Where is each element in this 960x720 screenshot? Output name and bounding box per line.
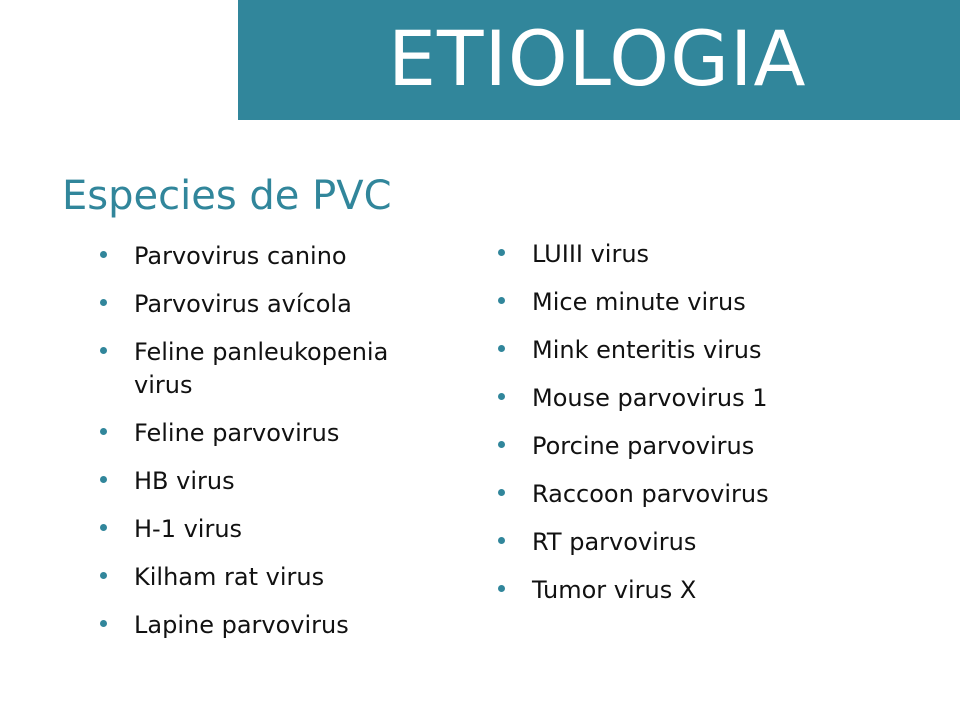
bullet-icon <box>498 393 505 400</box>
list-item <box>100 240 430 273</box>
list-item-label: Feline parvovirus <box>134 419 340 447</box>
list-item <box>498 526 898 559</box>
bullet-icon <box>498 489 505 496</box>
bullet-icon <box>498 249 505 256</box>
bullet-icon <box>498 297 505 304</box>
list-item <box>100 336 430 402</box>
list-item <box>498 430 898 463</box>
bullet-icon <box>100 299 107 306</box>
bullet-icon <box>100 251 107 258</box>
list-item-label: Kilham rat virus <box>134 563 325 591</box>
list-item-label: Raccoon parvovirus <box>532 480 769 508</box>
bullet-icon <box>100 572 107 579</box>
list-item <box>100 465 430 498</box>
list-item <box>100 609 430 642</box>
list-item <box>498 238 898 271</box>
list-item-label: Porcine parvovirus <box>532 432 755 460</box>
list-item <box>100 417 430 450</box>
list-item-label: H-1 virus <box>134 515 243 543</box>
list-item-label: Parvovirus avícola <box>134 290 352 318</box>
list-item <box>100 288 430 321</box>
page-title: ETIOLOGIA <box>388 14 807 103</box>
list-item <box>498 334 898 367</box>
list-item <box>100 561 430 594</box>
bullet-icon <box>498 585 505 592</box>
list-item <box>498 478 898 511</box>
bullet-icon <box>100 620 107 627</box>
list-item <box>498 574 898 607</box>
list-item <box>498 286 898 319</box>
list-item-label: Lapine parvovirus <box>134 611 349 639</box>
bullet-icon <box>498 345 505 352</box>
list-item <box>498 382 898 415</box>
list-item-label: LUIII virus <box>532 240 650 268</box>
list-item-label: Mink enteritis virus <box>532 336 762 364</box>
bullet-icon <box>498 441 505 448</box>
virus-list-left <box>100 240 430 657</box>
bullet-icon <box>498 537 505 544</box>
bullet-icon <box>100 476 107 483</box>
section-subtitle: Especies de PVC <box>62 173 392 219</box>
list-item-label: Parvovirus canino <box>134 242 347 270</box>
list-item-label: HB virus <box>134 467 235 495</box>
list-item-label: Tumor virus X <box>532 576 697 604</box>
list-item-label: Mouse parvovirus 1 <box>532 384 768 412</box>
bullet-icon <box>100 428 107 435</box>
bullet-icon <box>100 347 107 354</box>
virus-list-right <box>498 238 898 622</box>
list-item-label: Feline panleukopenia virus <box>134 338 389 399</box>
list-item-label: RT parvovirus <box>532 528 697 556</box>
title-banner <box>238 0 960 120</box>
list-item-label: Mice minute virus <box>532 288 746 316</box>
list-item <box>100 513 430 546</box>
bullet-icon <box>100 524 107 531</box>
